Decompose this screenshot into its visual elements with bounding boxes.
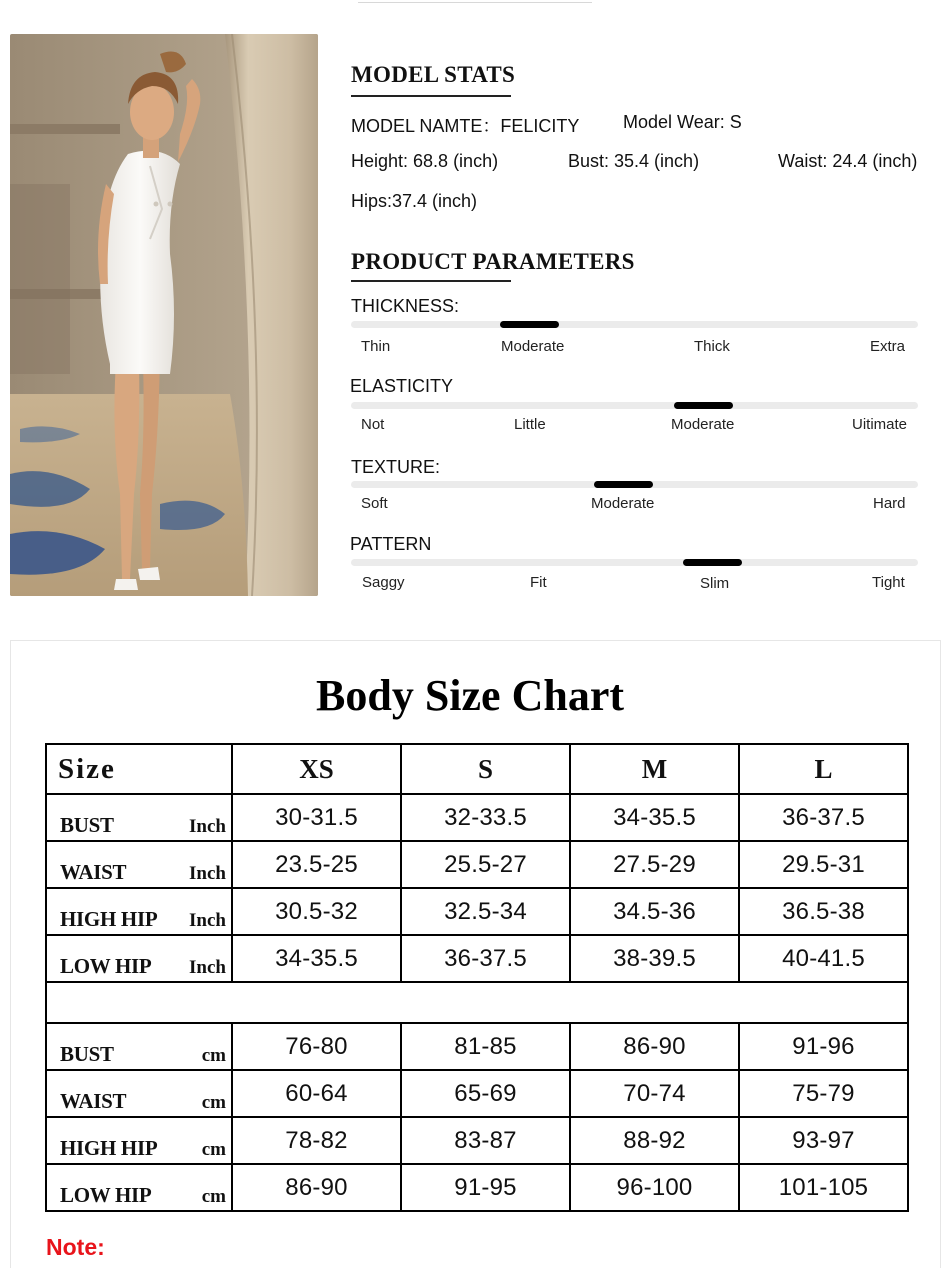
size-column-header: L: [739, 744, 908, 794]
measure-name: WAIST: [60, 860, 127, 884]
measure-unit: Inch: [189, 863, 226, 884]
size-value: 75-79: [739, 1070, 908, 1117]
note-label: Note:: [46, 1234, 105, 1260]
size-value: 38-39.5: [570, 935, 739, 982]
param-elasticity-level: Little: [514, 416, 546, 433]
measure-unit: cm: [201, 1045, 226, 1066]
measure-label-cell: [46, 841, 232, 888]
measure-name: HIGH HIP: [60, 907, 158, 931]
measure-unit: cm: [201, 1186, 226, 1207]
size-chart-table: [45, 743, 909, 1212]
param-thickness-level: Thick: [694, 338, 730, 355]
table-row: [46, 1070, 908, 1117]
model-wear: Model Wear: S: [623, 112, 742, 132]
size-value: 32-33.5: [401, 794, 570, 841]
param-elasticity-track: [351, 402, 918, 409]
size-column-header: XS: [232, 744, 401, 794]
size-value: 36-37.5: [401, 935, 570, 982]
size-value: 78-82: [232, 1117, 401, 1164]
size-value: 70-74: [570, 1070, 739, 1117]
size-value: 86-90: [232, 1164, 401, 1211]
table-row: [46, 794, 908, 841]
size-value: 34-35.5: [570, 794, 739, 841]
param-thickness-track: [351, 321, 918, 328]
measure-label-cell: [46, 1117, 232, 1164]
size-value: 34-35.5: [232, 935, 401, 982]
measure-label-cell: [46, 1023, 232, 1070]
size-value: 60-64: [232, 1070, 401, 1117]
size-value: 86-90: [570, 1023, 739, 1070]
size-value: 32.5-34: [401, 888, 570, 935]
param-thickness-level: Thin: [361, 338, 391, 355]
param-texture-level: Moderate: [591, 495, 655, 512]
table-spacer-cell: [46, 982, 908, 1023]
param-pattern-label: PATTERN: [350, 534, 432, 554]
size-value: 65-69: [401, 1070, 570, 1117]
size-value: 93-97: [739, 1117, 908, 1164]
param-texture-label: TEXTURE:: [351, 457, 441, 477]
param-elasticity-indicator: [674, 402, 733, 409]
model-stats-title: MODEL STATS: [351, 62, 516, 87]
measure-label-cell: [46, 935, 232, 982]
model-name: MODEL NAMTE：FELICITY: [351, 116, 580, 136]
size-chart-title: Body Size Chart: [316, 671, 624, 720]
table-row: [46, 1117, 908, 1164]
size-value: 29.5-31: [739, 841, 908, 888]
measure-label-cell: [46, 888, 232, 935]
size-header-label: Size: [46, 744, 232, 794]
param-texture-indicator: [594, 481, 653, 488]
size-header-row: [46, 744, 908, 794]
size-value: 91-96: [739, 1023, 908, 1070]
size-value: 76-80: [232, 1023, 401, 1070]
param-pattern-indicator: [683, 559, 742, 566]
measure-unit: Inch: [189, 816, 226, 837]
size-value: 81-85: [401, 1023, 570, 1070]
size-column-header: S: [401, 744, 570, 794]
measure-unit: cm: [201, 1139, 226, 1160]
measure-unit: cm: [201, 1092, 226, 1113]
model-photo: [10, 34, 318, 596]
param-thickness-label: THICKNESS:: [351, 296, 460, 316]
size-value: 40-41.5: [739, 935, 908, 982]
param-elasticity-level: Moderate: [671, 416, 735, 433]
table-row: [46, 935, 908, 982]
param-thickness-level: Extra: [870, 338, 906, 355]
measure-name: HIGH HIP: [60, 1136, 158, 1160]
measure-label-cell: [46, 794, 232, 841]
param-thickness-indicator: [500, 321, 559, 328]
param-pattern-level: Slim: [700, 575, 730, 592]
size-value: 36.5-38: [739, 888, 908, 935]
param-pattern-level: Fit: [530, 574, 547, 591]
param-elasticity-level: Uitimate: [852, 416, 908, 433]
measure-name: LOW HIP: [60, 954, 152, 978]
param-texture-level: Soft: [361, 495, 388, 512]
size-value: 25.5-27: [401, 841, 570, 888]
param-thickness-level: Moderate: [501, 338, 565, 355]
measure-name: LOW HIP: [60, 1183, 152, 1207]
table-spacer-row: [46, 982, 908, 1023]
size-value: 30.5-32: [232, 888, 401, 935]
table-row: [46, 888, 908, 935]
product-parameters-title: PRODUCT PARAMETERS: [351, 249, 635, 274]
model-bust: Bust: 35.4 (inch): [568, 151, 700, 171]
size-value: 83-87: [401, 1117, 570, 1164]
param-elasticity-level: Not: [361, 416, 385, 433]
param-pattern-level: Saggy: [362, 574, 405, 591]
table-row: [46, 841, 908, 888]
size-value: 27.5-29: [570, 841, 739, 888]
model-stats-underline: [351, 95, 511, 97]
size-value: 36-37.5: [739, 794, 908, 841]
size-value: 30-31.5: [232, 794, 401, 841]
size-value: 101-105: [739, 1164, 908, 1211]
measure-unit: Inch: [189, 910, 226, 931]
measure-name: BUST: [60, 813, 114, 837]
product-parameters-underline: [351, 280, 511, 282]
param-pattern-level: Tight: [872, 574, 905, 591]
top-divider: [358, 2, 592, 3]
measure-name: WAIST: [60, 1089, 127, 1113]
param-texture-track: [351, 481, 918, 488]
size-value: 34.5-36: [570, 888, 739, 935]
model-hips: Hips:37.4 (inch): [351, 191, 478, 211]
param-pattern-track: [351, 559, 918, 566]
size-column-header: M: [570, 744, 739, 794]
table-row: [46, 1164, 908, 1211]
measure-name: BUST: [60, 1042, 114, 1066]
model-waist: Waist: 24.4 (inch): [778, 151, 918, 171]
param-texture-level: Hard: [873, 495, 906, 512]
measure-label-cell: [46, 1164, 232, 1211]
measure-unit: Inch: [189, 957, 226, 978]
param-elasticity-label: ELASTICITY: [350, 376, 454, 396]
table-row: [46, 1023, 908, 1070]
size-value: 23.5-25: [232, 841, 401, 888]
model-height: Height: 68.8 (inch): [351, 151, 499, 171]
size-value: 96-100: [570, 1164, 739, 1211]
measure-label-cell: [46, 1070, 232, 1117]
size-value: 88-92: [570, 1117, 739, 1164]
size-value: 91-95: [401, 1164, 570, 1211]
